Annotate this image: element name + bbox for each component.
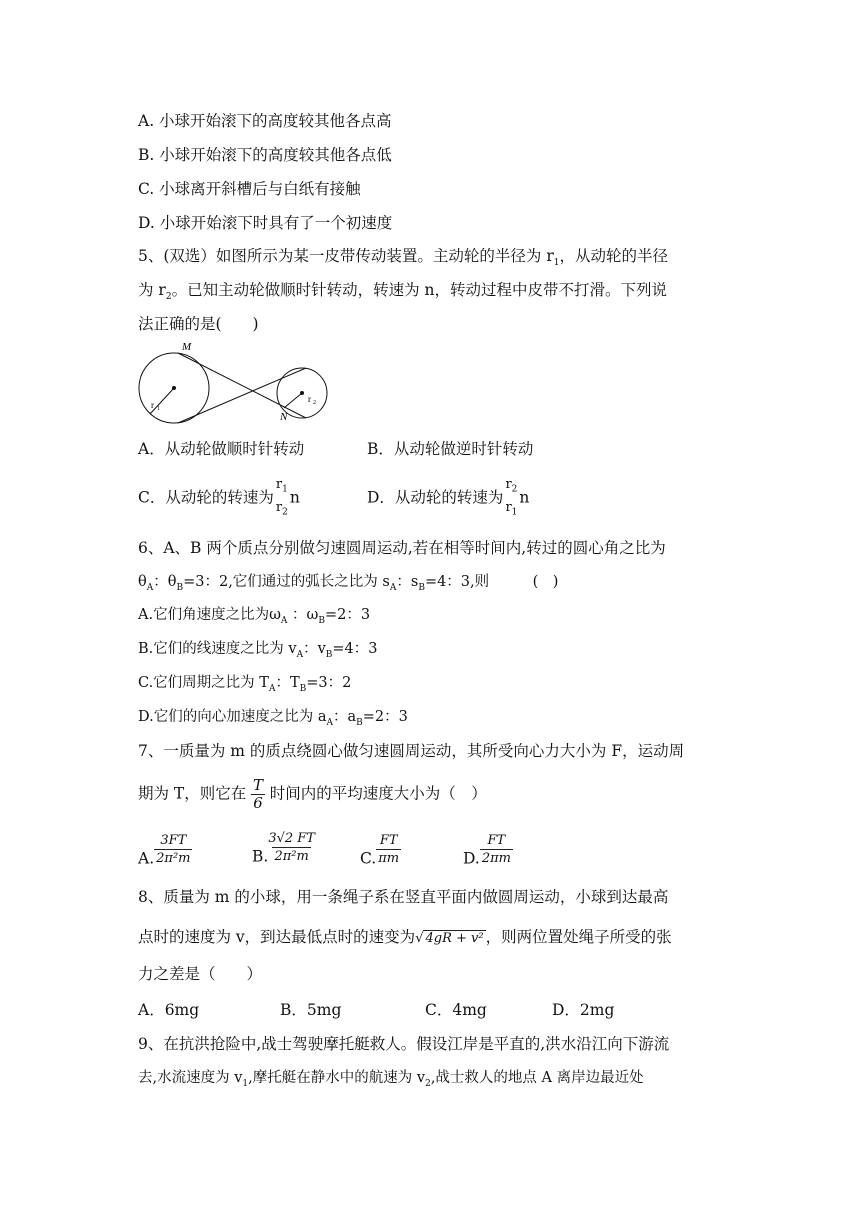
q6-option-d: D.它们的向心加速度之比为 $a_A$：$a_B=2$：3 (138, 709, 408, 728)
q7-option-b: B. $\frac{3√2 FT}{\text{2π²m}}$ (252, 831, 315, 866)
q7-stem-line1: 7、一质量为 m 的质点绕圆心做匀速圆周运动，其所受向心力大小为 F，运动周 (138, 742, 685, 760)
q5-stem-line3: 法正确的是( ) (138, 315, 259, 333)
q5-stem-line2: 为 $r_2$。已知主动轮做顺时针转动，转速为 n，转动过程中皮带不打滑。下列说 (138, 281, 667, 303)
q6-stem-line1: 6、A、B 两个质点分别做匀速圆周运动,若在相等时间内,转过的圆心角之比为 (138, 539, 666, 557)
q4-option-d: D. 小球开始滚下时具有了一个初速度 (138, 214, 393, 232)
label-r2: r (308, 394, 311, 404)
belt-drive-figure (130, 338, 340, 428)
q9-stem-line2: 去,水流速度为 $v_1$,摩托艇在静水中的航速为 $v_2$,战士救人的地点 A 离岸边最近处 (138, 1070, 644, 1089)
q4-option-b: B. 小球开始滚下的高度较其他各点低 (138, 146, 392, 164)
q8-stem-line1: 8、质量为 m 的小球，用一条绳子系在竖直平面内做圆周运动，小球到达最高 (138, 888, 669, 906)
q5-option-b: B．从动轮做逆时针转动 (367, 440, 534, 458)
q8-stem-line3: 力之差是（ ） (138, 965, 263, 983)
q8-option-b: B．5mg (280, 1001, 342, 1019)
label-r1: r (151, 400, 154, 410)
label-r1-sub: 1 (157, 406, 160, 412)
fraction-r2-r1: $r_2$ $r_1$ (505, 477, 518, 518)
q4-option-c: C. 小球离开斜槽后与白纸有接触 (138, 180, 361, 198)
q7-option-d: D. $\frac{FT}{2\pi m}$ (463, 833, 511, 868)
fraction-r1-r2: $r_1$ $r_2$ (275, 477, 288, 518)
label-N: N (280, 411, 288, 423)
q6-option-a: A.它们角速度之比为$\omega_A$ ：$\omega_B=2$：3 (138, 607, 371, 626)
q8-option-c: C．4mg (425, 1001, 487, 1019)
q5-option-d: D．从动轮的转速为 $r_2$ $r_1$ n (367, 476, 529, 521)
label-M: M (182, 341, 192, 353)
q9-stem-line1: 9、在抗洪抢险中,战士驾驶摩托艇救人。假设江岸是平直的,洪水沿江向下游流 (138, 1035, 670, 1053)
q6-stem-line2: $\theta_A$：$\theta_B=3$：2,它们通过的弧长之比为 $s_A$：$s_B=4$：3,则 ( ) (138, 574, 559, 593)
q4-option-a: A. 小球开始滚下的高度较其他各点高 (138, 112, 392, 130)
q7-option-a: A. $\frac{3FT}{\text{2π²m}}$ (138, 833, 191, 868)
fraction-T-over-6: $\frac{T}{6}$ (252, 776, 263, 812)
q6-option-c: C.它们周期之比为 $T_A$：$T_B=3$：2 (138, 675, 352, 694)
q5-stem-line1: 5、(双选）如图所示为某一皮带传动装置。主动轮的半径为 $r_1$，从动轮的半径 (138, 247, 668, 269)
q6-option-b: B.它们的线速度之比为 $v_A$：$v_B=4$：3 (138, 641, 378, 660)
label-r2-sub: 2 (313, 400, 316, 406)
q8-option-d: D．2mg (552, 1001, 615, 1019)
q8-option-a: A．6mg (138, 1001, 200, 1019)
q5-option-c: C．从动轮的转速为 $r_1$ $r_2$ n (138, 476, 300, 521)
q7-stem-line2: 期为 T，则它在 $\frac{T}{6}$ 时间内的平均速度大小为（ ） (138, 776, 487, 812)
q5-option-a: A．从动轮做顺时针转动 (138, 440, 305, 458)
q7-option-c: C. $\frac{FT}{\pi m}$ (360, 833, 400, 868)
q8-stem-line2: 点时的速度为 v，到达最低点时的速变为√ 4gR + v² ，则两位置处绳子所受的张 (138, 928, 672, 946)
sqrt-expression: √ 4gR + v² (415, 931, 484, 946)
